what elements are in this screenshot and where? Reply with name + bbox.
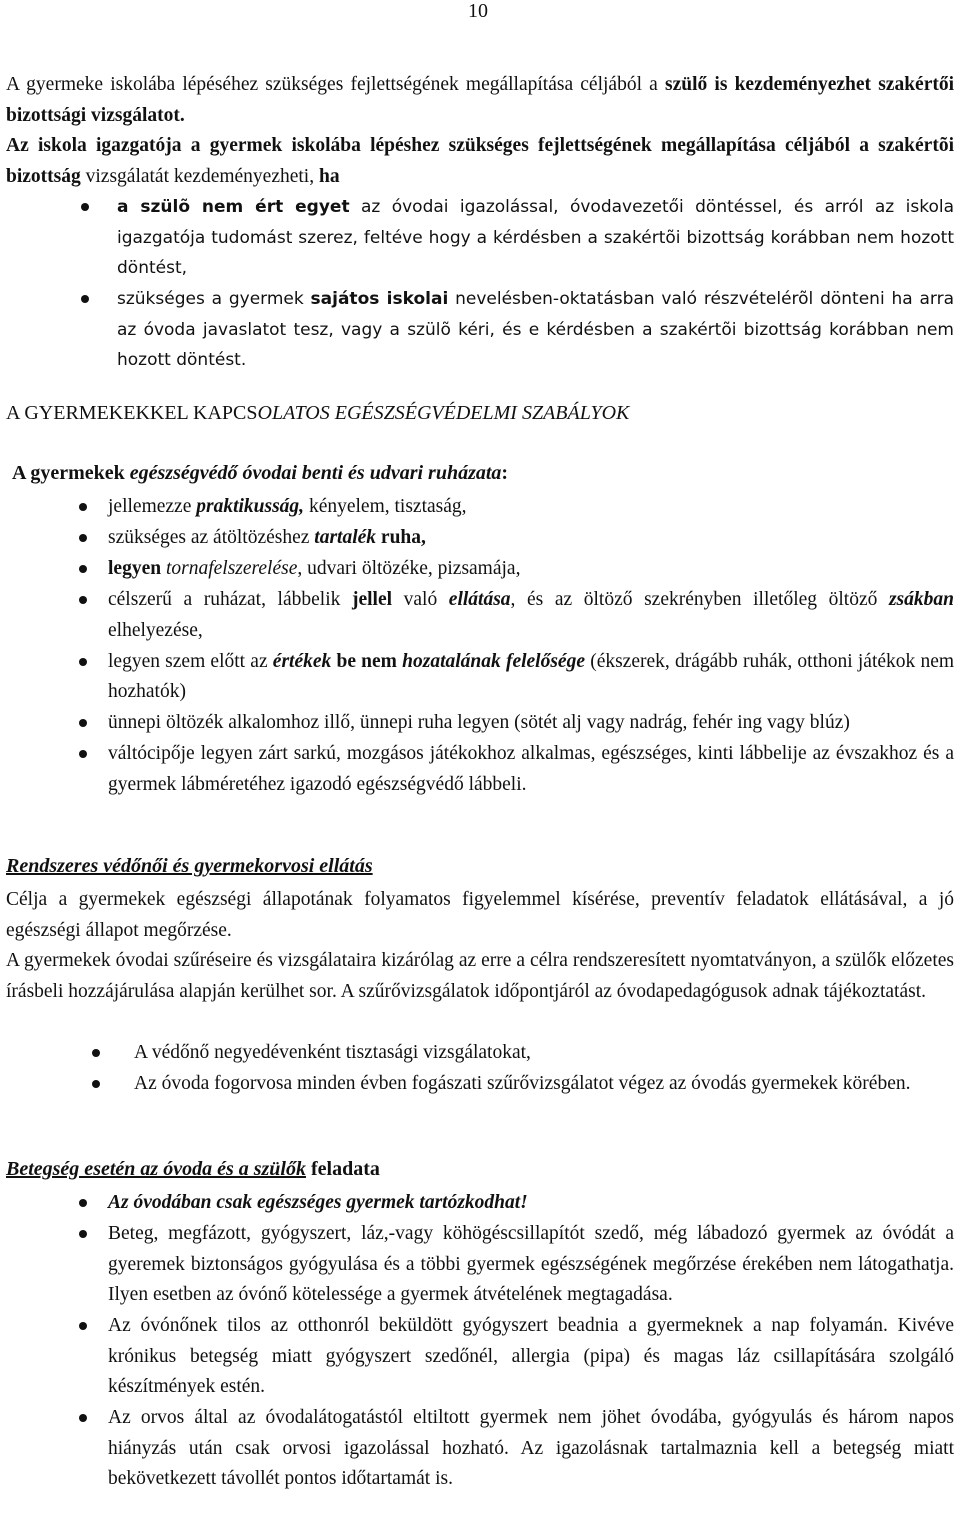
- list-item: [0, 1069, 954, 1100]
- bullet-icon: [79, 534, 87, 542]
- conditions-list: [0, 192, 954, 376]
- intro-p2-c: ha: [318, 165, 340, 187]
- clothing-heading-b: egészségvédő óvodai benti és udvari ruházata: [129, 462, 502, 484]
- nurse-paragraph-2: A gyermekek óvodai szűréseire és vizsgálataira kizárólag az erre a célra rendszeresített nyomtatványon, a szülők előzetes írásbeli hozzájárulása alapján kerülhet sor. A szűrővizsgálatok időpontjáról az óvodapedagógusok adnak tájékoztatást.: [6, 950, 954, 1002]
- clothing-item-text: váltócipője legyen zárt sarkú, mozgásos játékokhoz alkalmas, egészséges, kinti lábbelije az évszakhoz és a gyermek lábméretéhez igazodó egészségvédő lábbeli.: [108, 743, 954, 795]
- condition-pre: szükséges a gyermek: [117, 289, 311, 309]
- bullet-icon: [79, 503, 87, 511]
- intro-p2-a: Az iskola igazgatója a gyermek iskolába lépéshez szükséges fejlettségének megállapítása céljából a szakértõi bizottság: [6, 135, 954, 187]
- list-item: [0, 1219, 954, 1311]
- health-section-title: [6, 402, 629, 425]
- condition-text: az óvodai igazolással, óvodavezetői döntéssel, és arról az iskola igazgatója tudomást szerez, feltéve hogy a kérdésben a szakértõi bizottság korábban nem hozott döntést,: [117, 197, 954, 278]
- illness-list: [0, 1188, 954, 1495]
- list-item: [0, 647, 954, 708]
- bullet-icon: [79, 719, 87, 727]
- list-item: [0, 585, 954, 646]
- nurse-item-text: A védőnő negyedévenként tisztasági vizsgálatokat,: [134, 1042, 531, 1063]
- clothing-item-text: célszerű a ruházat, lábbelik jellel való ellátása, és az öltöző szekrényben illetőleg öltöző zsákban elhelyezése,: [108, 589, 954, 641]
- page-number: 10: [468, 0, 488, 22]
- list-item: [0, 739, 954, 800]
- intro-p1-b: szülő is kezdeményezhet szakértői bizottsági vizsgálatot.: [6, 74, 955, 126]
- clothing-heading: [12, 462, 508, 485]
- nurse-paragraph-1: Célja a gyermekek egészségi állapotának folyamatos figyelemmel kísérése, preventív feladatok ellátásával, a jó egészségi állapot megőrzése.: [6, 889, 954, 941]
- nurse-heading-text: Rendszeres védőnői és gyermekorvosi ellátás: [6, 855, 373, 877]
- bullet-icon: [92, 1049, 100, 1057]
- list-item: [0, 284, 954, 376]
- clothing-list: [0, 492, 954, 801]
- health-title-a: A GYERMEKEKKEL KAPCS: [6, 402, 258, 424]
- illness-item-text: Az óvodában csak egészséges gyermek tartózkodhat!: [108, 1192, 528, 1213]
- bullet-icon: [79, 1199, 87, 1207]
- nurse-heading: [6, 855, 373, 878]
- list-item: [0, 1403, 954, 1495]
- list-item: [0, 1188, 954, 1219]
- intro-p2-b: vizsgálatát kezdeményezheti,: [85, 165, 319, 187]
- list-item: [0, 192, 954, 284]
- illness-heading-a: Betegség esetén az óvoda és a szülők: [6, 1158, 306, 1180]
- illness-item-text: Az orvos által az óvodalátogatástól eltiltott gyermek nem jöhet óvodába, gyógyulás és három napos hiányzás után csak orvosi igazolással hozható. Az igazolásnak tartalmaznia kell a betegség miatt bekövetkezett távollét pontos időtartamát is.: [108, 1407, 954, 1489]
- clothing-item-text: legyen szem előtt az értékek be nem hozatalának felelősége (ékszerek, drágább ruhák, otthoni játékok nem hozhatók): [108, 650, 955, 702]
- list-item: [0, 1038, 954, 1069]
- list-item: [0, 554, 954, 585]
- bullet-icon: [79, 1230, 87, 1238]
- list-item: [0, 708, 954, 739]
- clothing-item-text: ünnepi öltözék alkalomhoz illő, ünnepi ruha legyen (sötét alj vagy nadrág, fehér ing vagy blúz): [108, 712, 850, 733]
- bullet-icon: [79, 658, 87, 666]
- health-title-b: OLATOS EGÉSZSÉGVÉDELMI SZABÁLYOK: [257, 402, 630, 424]
- bullet-icon: [79, 565, 87, 573]
- condition-text: nevelésben-oktatásban való részvételérõl dönteni ha arra az óvoda javaslatot tesz, vagy a szülõ kéri, és e kérdésben a szakértõi bizottság korábban nem hozott döntést.: [117, 289, 954, 370]
- clothing-item-text: jellemezze praktikusság, kényelem, tisztaság,: [108, 496, 467, 517]
- list-item: [0, 1311, 954, 1403]
- bullet-icon: [81, 203, 89, 211]
- condition-bold: a szülõ nem ért egyet: [117, 197, 350, 217]
- bullet-icon: [79, 1414, 87, 1422]
- intro-paragraph-1: [6, 70, 954, 131]
- clothing-heading-c: :: [501, 462, 509, 484]
- list-item: [0, 523, 954, 554]
- condition-bold: sajátos iskolai: [310, 289, 449, 309]
- illness-item-text: Az óvónőnek tilos az otthonról beküldött gyógyszert beadnia a gyermeknek a nap folyamán. Kivéve krónikus betegség miatt gyógyszert szedőnél, allergia (pipa) és magas láz csillapítására szolgáló készítmények estén.: [108, 1315, 954, 1397]
- illness-heading-b: feladata: [305, 1158, 380, 1180]
- bullet-icon: [92, 1080, 100, 1088]
- nurse-item-text: Az óvoda fogorvosa minden évben fogászati szűrővizsgálatot végez az óvodás gyermekek körében.: [134, 1073, 911, 1094]
- bullet-icon: [79, 596, 87, 604]
- nurse-list: [0, 1038, 954, 1100]
- clothing-item-text: szükséges az átöltözéshez tartalék ruha,: [108, 527, 426, 548]
- illness-heading: [6, 1158, 380, 1181]
- bullet-icon: [79, 750, 87, 758]
- clothing-item-text: legyen tornafelszerelése, udvari öltözéke, pizsamája,: [108, 558, 521, 579]
- clothing-heading-a: A gyermekek: [12, 462, 130, 484]
- bullet-icon: [79, 1322, 87, 1330]
- intro-paragraph-2: [6, 131, 954, 192]
- list-item: [0, 492, 954, 523]
- bullet-icon: [81, 295, 89, 303]
- intro-p1-a: A gyermeke iskolába lépéséhez szükséges fejlettségének megállapítása céljából a: [6, 74, 665, 95]
- illness-item-text: Beteg, megfázott, gyógyszert, láz,-vagy köhögéscsillapítót szedő, még lábadozó gyermek az óvódát a gyeremek biztonságos gyógyulása és a többi gyermek egészségének megőrzése érekében nem látogathatja. Ilyen esetben az óvónő kötelessége a gyermek átvételének megtagadása.: [108, 1223, 954, 1305]
